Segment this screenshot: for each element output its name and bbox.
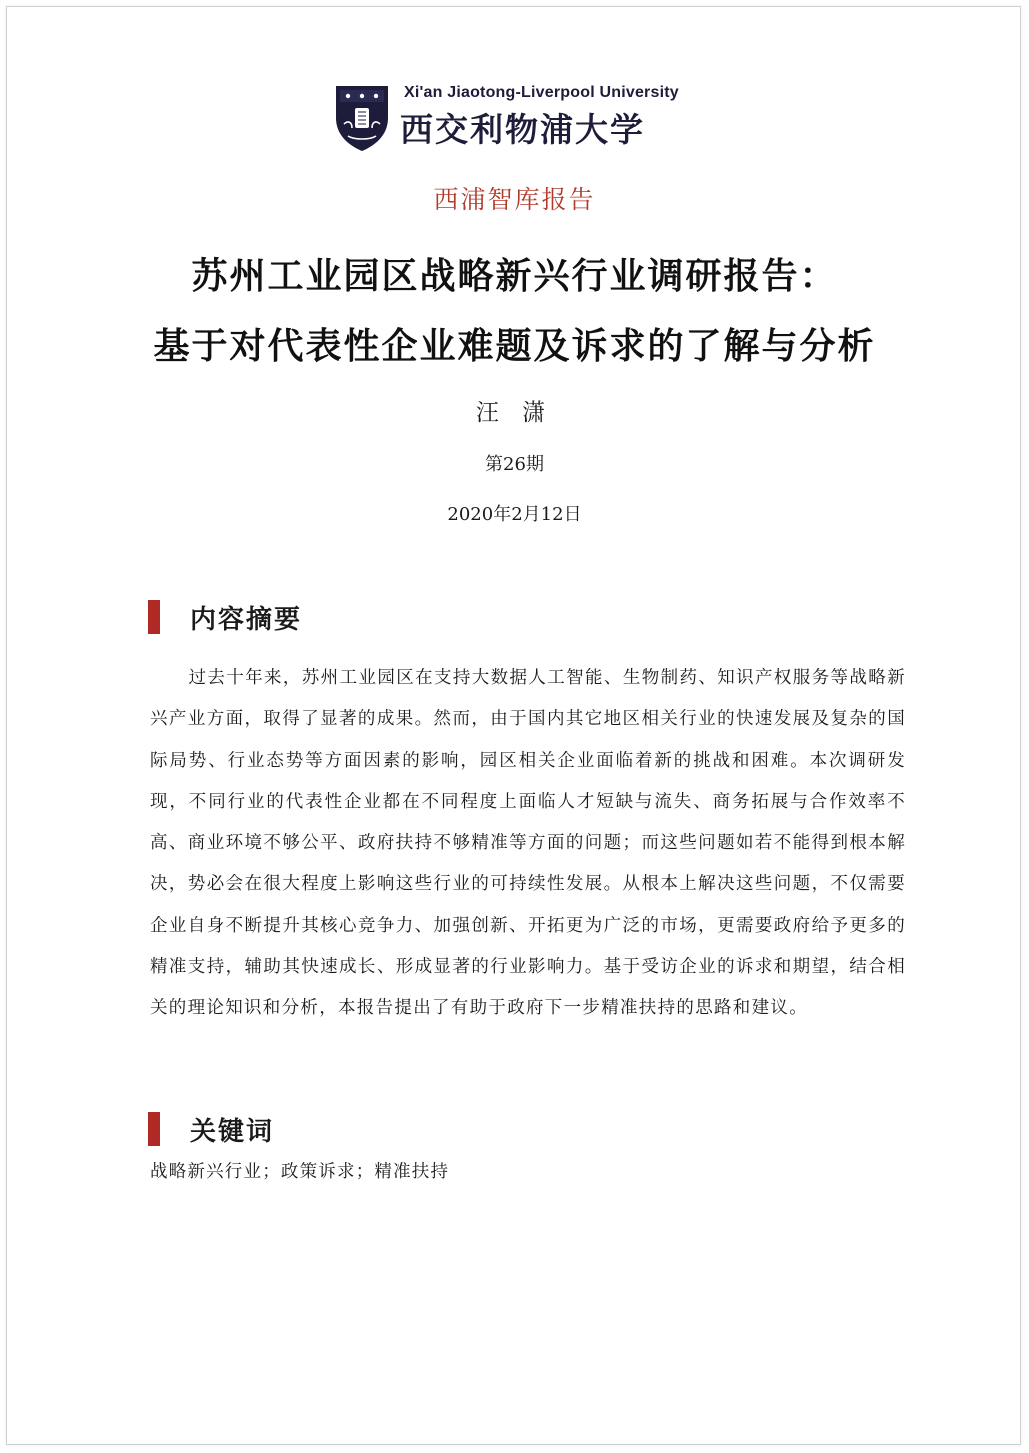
abstract-body: 过去十年来，苏州工业园区在支持大数据人工智能、生物制药、知识产权服务等战略新兴产业方面，取得了显著的成果。然而，由于国内其它地区相关行业的快速发展及复杂的国际局势、行业态势等方面因素的影响，园区相关企业面临着新的挑战和困难。本次调研发现，不同行业的代表性企业都在不同程度上面临人才短缺与流失、商务拓展与合作效率不高、商业环境不够公平、政府扶持不够精准等方面的问题；而这些问题如若不能得到根本解决，势必会在很大程度上影响这些行业的可持续性发展。从根本上解决这些问题，不仅需要企业自身不断提升其核心竞争力、加强创新、开拓更为广泛的市场，更需要政府给予更多的精准支持，辅助其快速成长、形成显著的行业影响力。基于受访企业的诉求和期望，结合相关的理论知识和分析，本报告提出了有助于政府下一步精准扶持的思路和建议。 (150, 668, 906, 1019)
author-name: 汪 潇 (475, 400, 554, 426)
university-name-en: Xi'an Jiaotong-Liverpool University (404, 84, 679, 101)
keywords-heading-label: 关键词 (190, 1117, 275, 1147)
section-marker-bar (148, 600, 160, 634)
university-logo (334, 84, 694, 154)
issue-number: 第26期 (485, 454, 544, 475)
series-label: 西浦智库报告 (433, 185, 596, 214)
publication-date: 2020年2月12日 (447, 504, 582, 525)
abstract-heading-label: 内容摘要 (190, 605, 303, 635)
report-title-line-2: 基于对代表性企业难题及诉求的了解与分析 (153, 325, 876, 367)
university-crest-icon (334, 84, 390, 152)
report-title-line-1: 苏州工业园区战略新兴行业调研报告： (191, 255, 838, 297)
section-marker-bar (148, 1112, 160, 1146)
keywords-body: 战略新兴行业；政策诉求；精准扶持 (150, 1162, 450, 1182)
university-name-zh: 西交利物浦大学 (400, 110, 645, 149)
